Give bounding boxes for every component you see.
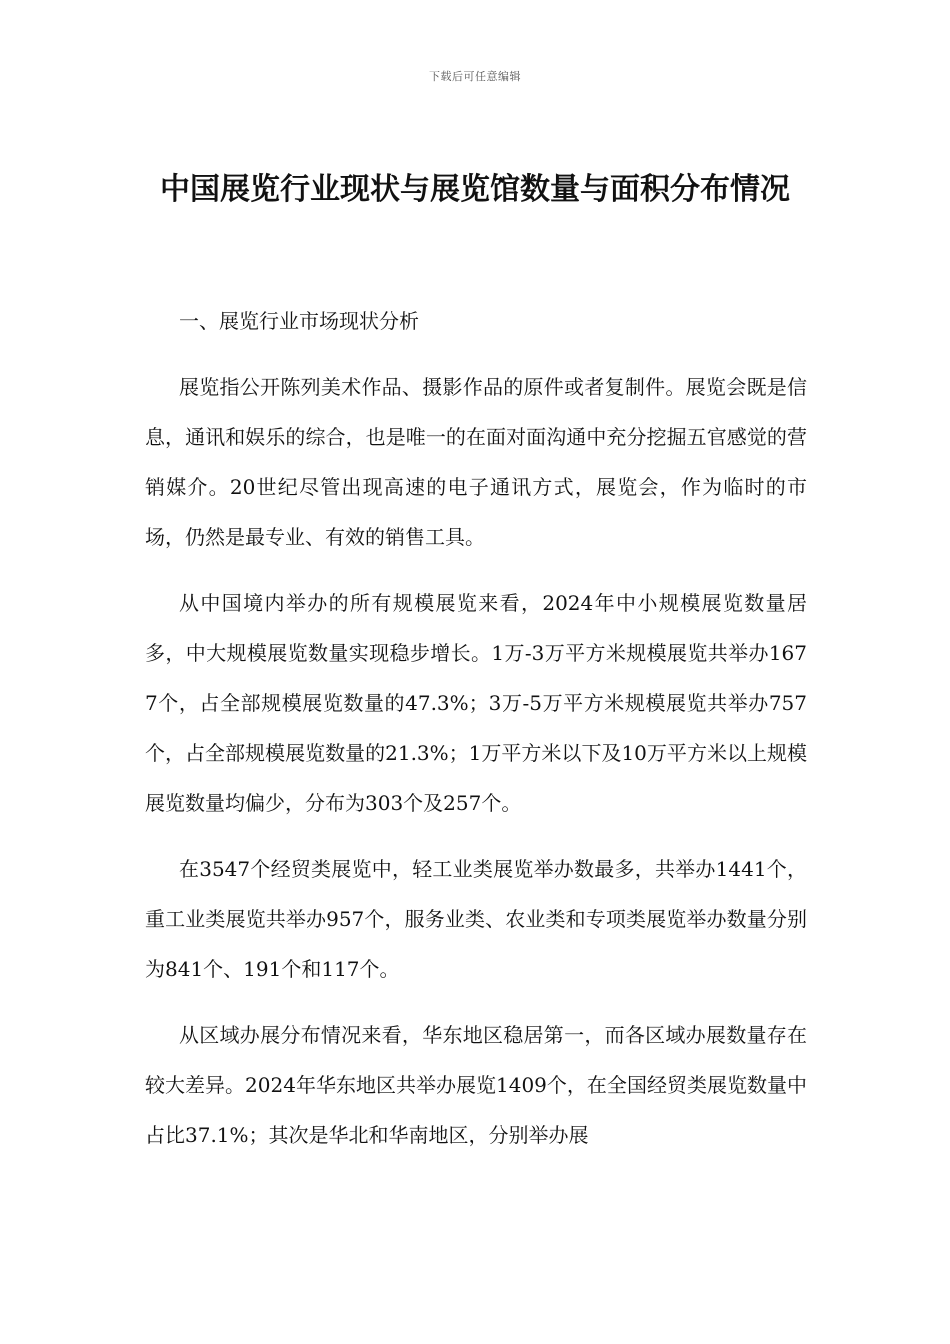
paragraph-categories: 在3547个经贸类展览中，轻工业类展览举办数最多，共举办1441个，重工业类展览共举办957个，服务业类、农业类和专项类展览举办数量分别为841个、191个和117个。	[145, 857, 807, 981]
section-heading: 一、展览行业市场现状分析	[179, 309, 419, 333]
document-body	[145, 296, 807, 1176]
paragraph-scale: 从中国境内举办的所有规模展览来看，2024年中小规模展览数量居多，中大规模展览数量实现稳步增长。1万-3万平方米规模展览共举办1677个，占全部规模展览数量的47.3%；3万-5万平方米规模展览共举办757个，占全部规模展览数量的21.3%；1万平方米以下及10万平方米以上规模展览数量均偏少，分布为303个及257个。	[145, 591, 807, 815]
header-note: 下载后可任意编辑	[429, 70, 521, 83]
paragraph-regions: 从区域办展分布情况来看，华东地区稳居第一，而各区域办展数量存在较大差异。2024年华东地区共举办展览1409个，在全国经贸类展览数量中占比37.1%；其次是华北和华南地区，分别举办展	[145, 1023, 807, 1147]
paragraph-intro: 展览指公开陈列美术作品、摄影作品的原件或者复制件。展览会既是信息，通讯和娱乐的综合，也是唯一的在面对面沟通中充分挖掘五官感觉的营销媒介。20世纪尽管出现高速的电子通讯方式，展览会，作为临时的市场，仍然是最专业、有效的销售工具。	[145, 375, 807, 549]
document-title: 中国展览行业现状与展览馆数量与面积分布情况	[160, 172, 790, 207]
